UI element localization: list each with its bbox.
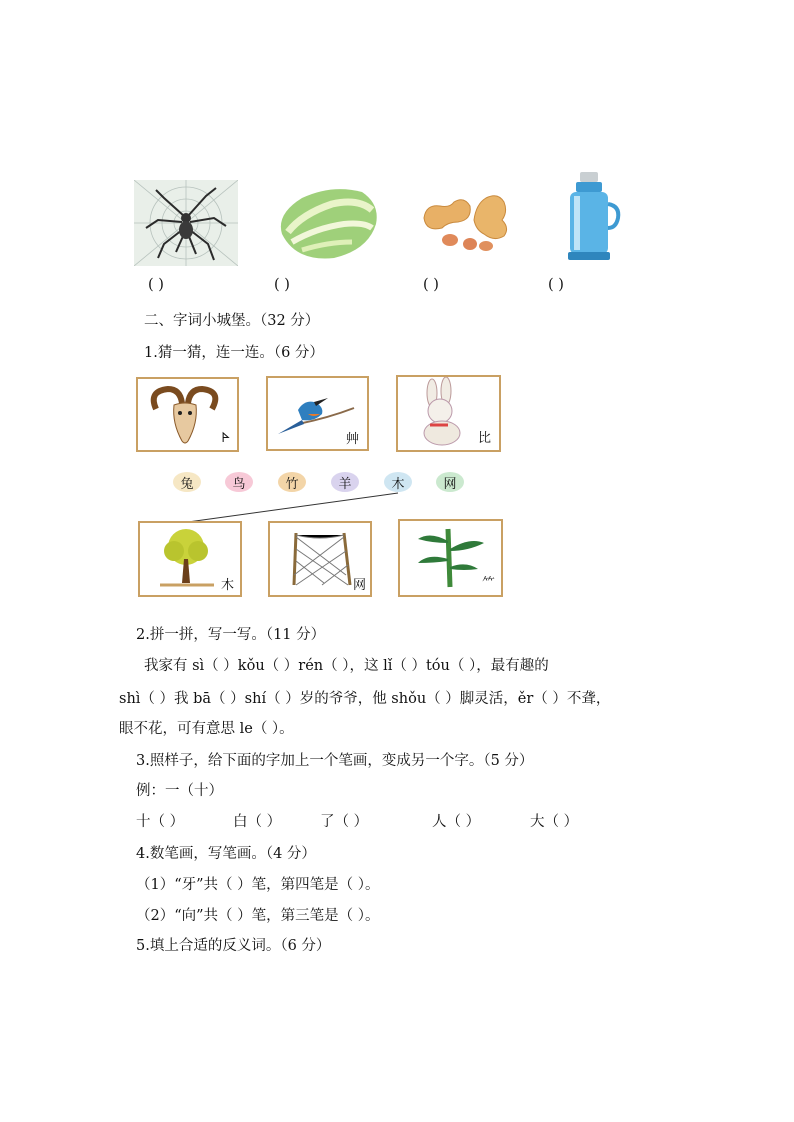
bamboo-ancient-glyph: ⺮ bbox=[481, 576, 495, 591]
q3-item-4[interactable]: 人（ ） bbox=[432, 814, 481, 830]
tree-card bbox=[138, 521, 242, 597]
q4-item-1[interactable]: （1）“牙”共（ ）笔，第四笔是（ ）。 bbox=[136, 877, 380, 893]
net-ancient-glyph: ⽹ bbox=[352, 578, 366, 593]
char-bubble-bamboo[interactable]: 竹 bbox=[278, 472, 306, 492]
char-bubble-net[interactable]: 网 bbox=[436, 472, 464, 492]
spider-picture bbox=[134, 180, 238, 266]
char-bubble-bird[interactable]: 鸟 bbox=[225, 472, 253, 492]
bird-ancient-glyph: ⾋ bbox=[345, 432, 359, 447]
rabbit-ancient-glyph: ⽐ bbox=[477, 431, 491, 446]
q3-item-5[interactable]: 大（ ） bbox=[530, 814, 579, 830]
picture-answer-blank-2[interactable]: ( ) bbox=[274, 277, 290, 293]
q2-passage-line-3[interactable]: 眼不花，可有意思 le（ ）。 bbox=[119, 721, 294, 737]
q3-item-2[interactable]: 白（ ） bbox=[233, 814, 282, 830]
goat-card bbox=[136, 377, 239, 452]
net-card bbox=[268, 521, 372, 597]
picture-answer-blank-1[interactable]: ( ) bbox=[148, 277, 164, 293]
thermos-picture bbox=[560, 172, 624, 264]
char-bubble-rabbit[interactable]: 兔 bbox=[173, 472, 201, 492]
q2-passage-line-1[interactable]: 我家有 sì（ ）kǒu（ ）rén（ ），这 lǐ（ ）tóu（ ），最有趣的 bbox=[144, 658, 549, 674]
q2-title: 2.拼一拼，写一写。（11 分） bbox=[136, 627, 326, 643]
cabbage-picture bbox=[272, 184, 382, 262]
q1-title: 1.猜一猜，连一连。（6 分） bbox=[144, 345, 324, 361]
tree-ancient-glyph: ⽊ bbox=[220, 578, 234, 593]
bamboo-card bbox=[398, 519, 503, 597]
q3-item-1[interactable]: 十（ ） bbox=[136, 814, 185, 830]
q4-title: 4.数笔画，写笔画。（4 分） bbox=[136, 846, 316, 862]
q5-title: 5.填上合适的反义词。（6 分） bbox=[136, 938, 331, 954]
rabbit-card bbox=[396, 375, 501, 452]
picture-answer-blank-4[interactable]: ( ) bbox=[548, 277, 564, 293]
char-bubble-tree[interactable]: 木 bbox=[384, 472, 412, 492]
goat-ancient-glyph: 𐊀 bbox=[222, 431, 231, 446]
section-2-title: 二、字词小城堡。（32 分） bbox=[144, 313, 320, 329]
q2-passage-line-2[interactable]: shì（ ）我 bā（ ）shí（ ）岁的爷爷，他 shǒu（ ）脚灵活，ěr（ ）不聋， bbox=[119, 691, 611, 707]
picture-answer-blank-3[interactable]: ( ) bbox=[423, 277, 439, 293]
bird-card bbox=[266, 376, 369, 451]
q3-example: 例：一（十） bbox=[136, 783, 223, 799]
q3-title: 3.照样子，给下面的字加上一个笔画，变成另一个字。（5 分） bbox=[136, 753, 534, 769]
char-bubble-goat[interactable]: 羊 bbox=[331, 472, 359, 492]
q3-item-3[interactable]: 了（ ） bbox=[320, 814, 369, 830]
q4-item-2[interactable]: （2）“向”共（ ）笔，第三笔是（ ）。 bbox=[136, 908, 380, 924]
peanuts-picture bbox=[420, 190, 520, 254]
